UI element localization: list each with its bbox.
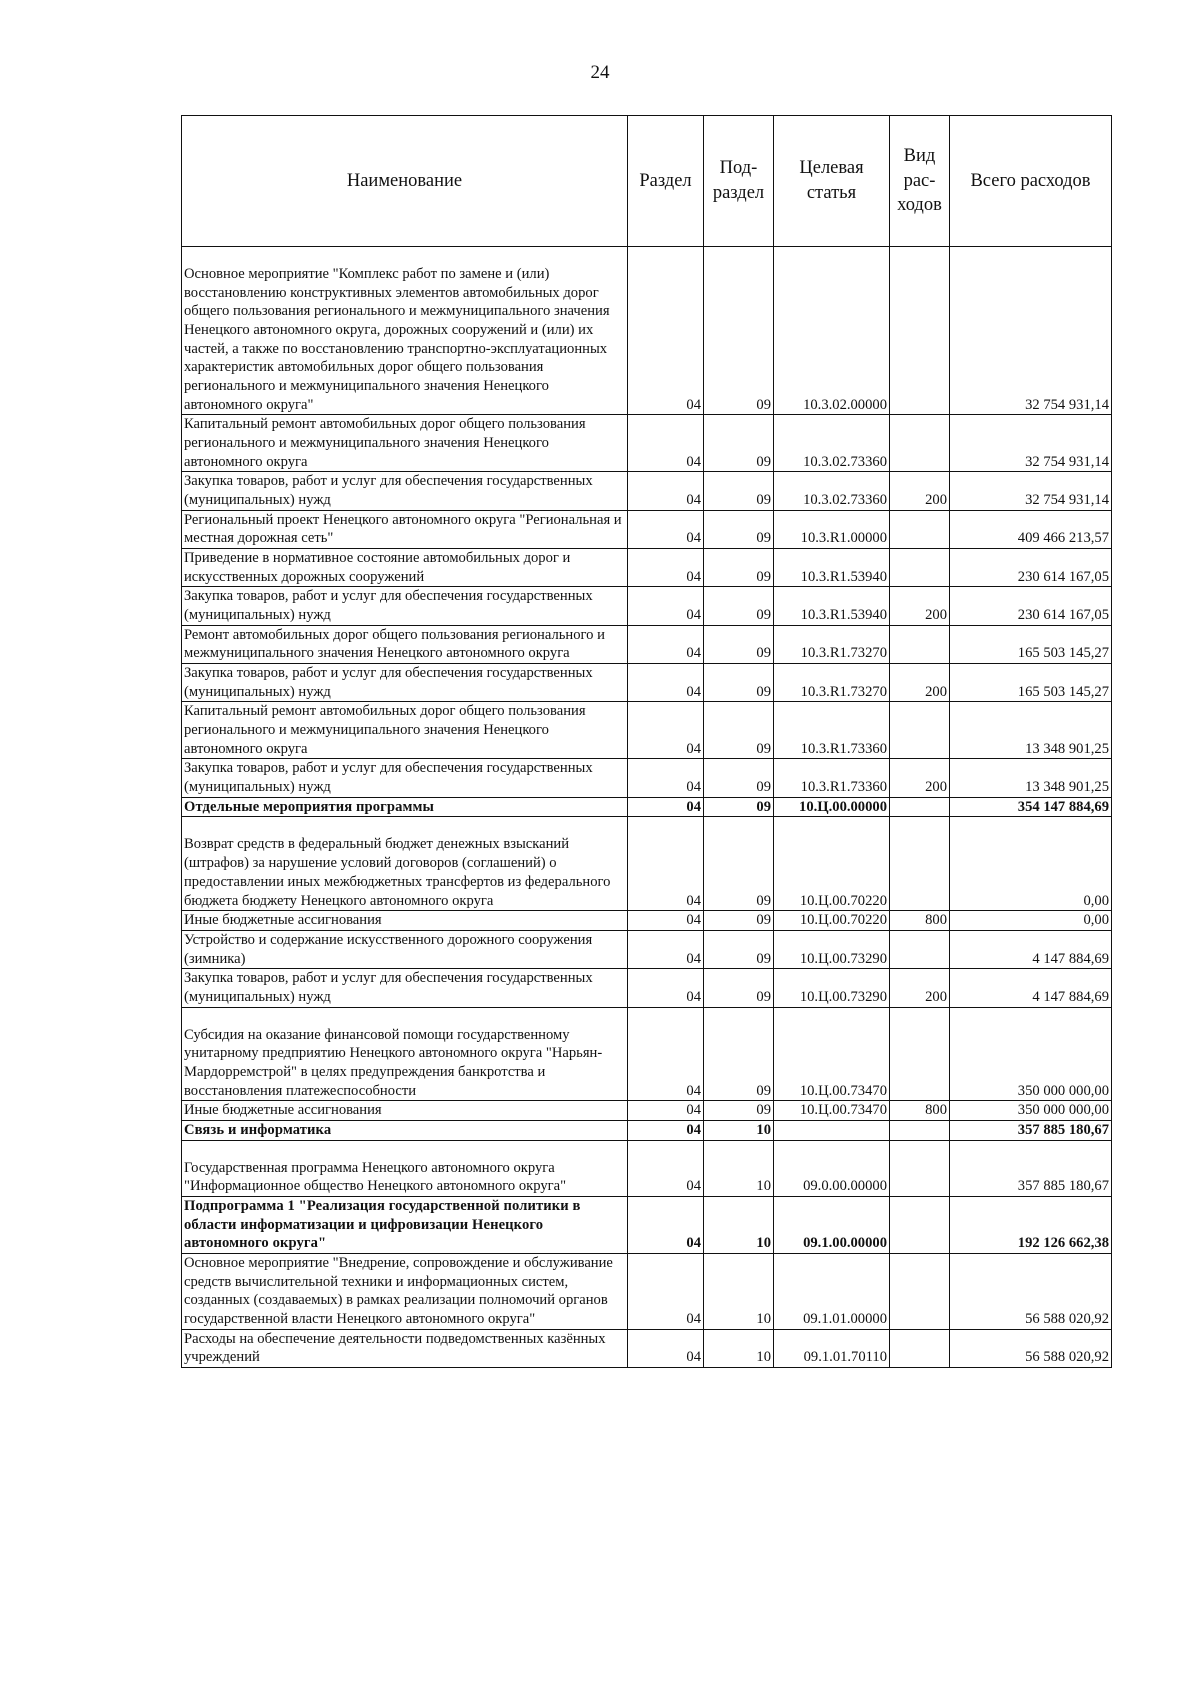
row-name: Основное мероприятие "Комплекс работ по замене и (или) восстановлению конструктивных элементов автомобильных дорог общего пользования регионального и межмуниципального значения Ненецкого автономного округа, дорожных сооружений и (или) их частей, а также по восстановлению транспортно-эксплуатационных характеристик автомобильных дорог общего пользования регионального и межмуниципального значения Ненецкого автономного округа" [182, 247, 628, 415]
row-total: 32 754 931,14 [950, 472, 1112, 510]
row-name: Капитальный ремонт автомобильных дорог общего пользования регионального и межмуниципального значения Ненецкого автономного округа [182, 415, 628, 472]
row-total: 56 588 020,92 [950, 1329, 1112, 1367]
row-name: Региональный проект Ненецкого автономного округа "Региональная и местная дорожная сеть" [182, 510, 628, 548]
row-name: Иные бюджетные ассигнования [182, 911, 628, 931]
row-section: 04 [628, 1140, 704, 1196]
row-target-article: 10.3.R1.73360 [774, 759, 890, 797]
table-row [182, 702, 1112, 759]
row-expense-type: 200 [890, 759, 950, 797]
row-target-article: 10.Ц.00.73470 [774, 1101, 890, 1121]
row-name: Возврат средств в федеральный бюджет денежных взысканий (штрафов) за нарушение условий договоров (соглашений) о предоставлении иных межбюджетных трансфертов из федерального бюджета бюджету Ненецкого автономного округа [182, 817, 628, 911]
row-section: 04 [628, 1329, 704, 1367]
row-section: 04 [628, 797, 704, 817]
row-subsection: 09 [704, 510, 774, 548]
row-name: Субсидия на оказание финансовой помощи государственному унитарному предприятию Ненецкого автономного округа "Нарьян-Мардорремстрой" в целях предупреждения банкротства и восстановления платежеспособности [182, 1007, 628, 1101]
row-name: Подпрограмма 1 "Реализация государственной политики в области информатизации и цифровизации Ненецкого автономного округа" [182, 1196, 628, 1253]
row-target-article: 10.3.R1.53940 [774, 549, 890, 587]
table-row [182, 969, 1112, 1007]
table-row [182, 472, 1112, 510]
table-row [182, 1140, 1112, 1196]
row-total: 0,00 [950, 911, 1112, 931]
row-subsection: 10 [704, 1253, 774, 1329]
row-target-article: 09.1.01.00000 [774, 1253, 890, 1329]
row-subsection: 09 [704, 549, 774, 587]
header-subsection: Под- раздел [704, 116, 774, 247]
row-expense-type [890, 549, 950, 587]
page-number: 24 [590, 62, 610, 83]
row-expense-type [890, 1007, 950, 1101]
row-target-article: 10.Ц.00.00000 [774, 797, 890, 817]
row-target-article: 10.Ц.00.70220 [774, 911, 890, 931]
table-row [182, 797, 1112, 817]
row-total: 357 885 180,67 [950, 1140, 1112, 1196]
row-section: 04 [628, 247, 704, 415]
table-row [182, 759, 1112, 797]
row-section: 04 [628, 510, 704, 548]
table-header-row [182, 116, 1112, 247]
row-target-article: 09.0.00.00000 [774, 1140, 890, 1196]
row-expense-type [890, 415, 950, 472]
header-total-expenses: Всего расходов [950, 116, 1112, 247]
row-name: Закупка товаров, работ и услуг для обеспечения государственных (муниципальных) нужд [182, 587, 628, 625]
row-target-article: 10.Ц.00.73290 [774, 930, 890, 968]
row-target-article: 10.3.02.00000 [774, 247, 890, 415]
row-subsection: 09 [704, 415, 774, 472]
row-section: 04 [628, 911, 704, 931]
row-name: Основное мероприятие "Внедрение, сопровождение и обслуживание средств вычислительной техники и информационных систем, созданных (создаваемых) в рамках реализации полномочий органов государственной власти Ненецкого автономного округа" [182, 1253, 628, 1329]
row-section: 04 [628, 1253, 704, 1329]
table-row [182, 1101, 1112, 1121]
row-section: 04 [628, 625, 704, 663]
row-target-article: 10.3.02.73360 [774, 472, 890, 510]
row-subsection: 09 [704, 817, 774, 911]
row-name: Приведение в нормативное состояние автомобильных дорог и искусственных дорожных сооружений [182, 549, 628, 587]
row-section: 04 [628, 969, 704, 1007]
row-target-article: 10.3.R1.53940 [774, 587, 890, 625]
row-total: 230 614 167,05 [950, 587, 1112, 625]
row-total: 165 503 145,27 [950, 625, 1112, 663]
row-name: Государственная программа Ненецкого автономного округа "Информационное общество Ненецкого автономного округа" [182, 1140, 628, 1196]
row-target-article: 10.Ц.00.73290 [774, 969, 890, 1007]
row-expense-type [890, 625, 950, 663]
row-expense-type [890, 510, 950, 548]
row-subsection: 09 [704, 911, 774, 931]
row-subsection: 09 [704, 797, 774, 817]
row-section: 04 [628, 1007, 704, 1101]
table-row [182, 1007, 1112, 1101]
row-expense-type: 200 [890, 472, 950, 510]
row-target-article: 10.3.02.73360 [774, 415, 890, 472]
row-target-article: 09.1.00.00000 [774, 1196, 890, 1253]
row-name: Расходы на обеспечение деятельности подведомственных казённых учреждений [182, 1329, 628, 1367]
row-target-article: 10.3.R1.73360 [774, 702, 890, 759]
row-total: 165 503 145,27 [950, 664, 1112, 702]
row-expense-type [890, 1253, 950, 1329]
row-expense-type: 800 [890, 911, 950, 931]
row-expense-type [890, 1140, 950, 1196]
row-section: 04 [628, 1101, 704, 1121]
header-name: Наименование [182, 116, 628, 247]
row-name: Иные бюджетные ассигнования [182, 1101, 628, 1121]
table-row [182, 625, 1112, 663]
row-subsection: 09 [704, 930, 774, 968]
row-expense-type [890, 797, 950, 817]
row-total: 0,00 [950, 817, 1112, 911]
row-name: Закупка товаров, работ и услуг для обеспечения государственных (муниципальных) нужд [182, 759, 628, 797]
row-section: 04 [628, 702, 704, 759]
row-expense-type [890, 1120, 950, 1140]
row-total: 230 614 167,05 [950, 549, 1112, 587]
row-subsection: 09 [704, 1101, 774, 1121]
row-total: 350 000 000,00 [950, 1007, 1112, 1101]
table-row [182, 549, 1112, 587]
row-section: 04 [628, 1196, 704, 1253]
row-name: Связь и информатика [182, 1120, 628, 1140]
row-total: 4 147 884,69 [950, 930, 1112, 968]
row-section: 04 [628, 587, 704, 625]
row-subsection: 09 [704, 664, 774, 702]
row-target-article: 09.1.01.70110 [774, 1329, 890, 1367]
table-row [182, 1196, 1112, 1253]
row-total: 409 466 213,57 [950, 510, 1112, 548]
row-expense-type [890, 1329, 950, 1367]
table-body [182, 247, 1112, 1368]
row-target-article: 10.Ц.00.73470 [774, 1007, 890, 1101]
table-row [182, 510, 1112, 548]
row-total: 32 754 931,14 [950, 415, 1112, 472]
row-expense-type: 200 [890, 969, 950, 1007]
row-name: Закупка товаров, работ и услуг для обеспечения государственных (муниципальных) нужд [182, 664, 628, 702]
row-subsection: 09 [704, 587, 774, 625]
row-total: 56 588 020,92 [950, 1253, 1112, 1329]
header-expense-type: Вид рас- ходов [890, 116, 950, 247]
row-section: 04 [628, 664, 704, 702]
row-name: Отдельные мероприятия программы [182, 797, 628, 817]
row-subsection: 09 [704, 1007, 774, 1101]
row-section: 04 [628, 817, 704, 911]
table-row [182, 1253, 1112, 1329]
row-expense-type: 200 [890, 664, 950, 702]
row-subsection: 10 [704, 1329, 774, 1367]
row-total: 357 885 180,67 [950, 1120, 1112, 1140]
row-name: Закупка товаров, работ и услуг для обеспечения государственных (муниципальных) нужд [182, 472, 628, 510]
row-total: 13 348 901,25 [950, 759, 1112, 797]
row-section: 04 [628, 759, 704, 797]
row-subsection: 09 [704, 969, 774, 1007]
row-target-article: 10.3.R1.73270 [774, 625, 890, 663]
header-target-article: Целевая статья [774, 116, 890, 247]
row-name: Устройство и содержание искусственного дорожного сооружения (зимника) [182, 930, 628, 968]
row-expense-type [890, 702, 950, 759]
row-expense-type: 800 [890, 1101, 950, 1121]
row-total: 13 348 901,25 [950, 702, 1112, 759]
budget-table [181, 115, 1112, 1368]
table-row [182, 930, 1112, 968]
row-expense-type [890, 247, 950, 415]
row-expense-type [890, 930, 950, 968]
row-name: Капитальный ремонт автомобильных дорог общего пользования регионального и межмуниципального значения Ненецкого автономного округа [182, 702, 628, 759]
row-target-article: 10.Ц.00.70220 [774, 817, 890, 911]
table-row [182, 911, 1112, 931]
row-name: Ремонт автомобильных дорог общего пользования регионального и межмуниципального значения Ненецкого автономного округа [182, 625, 628, 663]
row-total: 192 126 662,38 [950, 1196, 1112, 1253]
row-subsection: 10 [704, 1196, 774, 1253]
row-subsection: 10 [704, 1120, 774, 1140]
table-row [182, 1329, 1112, 1367]
row-total: 32 754 931,14 [950, 247, 1112, 415]
row-subsection: 09 [704, 472, 774, 510]
row-expense-type [890, 817, 950, 911]
table-row [182, 415, 1112, 472]
row-section: 04 [628, 415, 704, 472]
row-target-article [774, 1120, 890, 1140]
row-target-article: 10.3.R1.00000 [774, 510, 890, 548]
table-row [182, 664, 1112, 702]
row-total: 4 147 884,69 [950, 969, 1112, 1007]
table-row [182, 587, 1112, 625]
table-row [182, 817, 1112, 911]
row-section: 04 [628, 549, 704, 587]
row-subsection: 10 [704, 1140, 774, 1196]
row-subsection: 09 [704, 702, 774, 759]
row-expense-type: 200 [890, 587, 950, 625]
row-name: Закупка товаров, работ и услуг для обеспечения государственных (муниципальных) нужд [182, 969, 628, 1007]
table-row [182, 1120, 1112, 1140]
row-total: 350 000 000,00 [950, 1101, 1112, 1121]
row-section: 04 [628, 1120, 704, 1140]
table-row [182, 247, 1112, 415]
row-section: 04 [628, 472, 704, 510]
row-total: 354 147 884,69 [950, 797, 1112, 817]
row-subsection: 09 [704, 625, 774, 663]
row-target-article: 10.3.R1.73270 [774, 664, 890, 702]
row-expense-type [890, 1196, 950, 1253]
row-subsection: 09 [704, 759, 774, 797]
row-section: 04 [628, 930, 704, 968]
row-subsection: 09 [704, 247, 774, 415]
header-section: Раздел [628, 116, 704, 247]
